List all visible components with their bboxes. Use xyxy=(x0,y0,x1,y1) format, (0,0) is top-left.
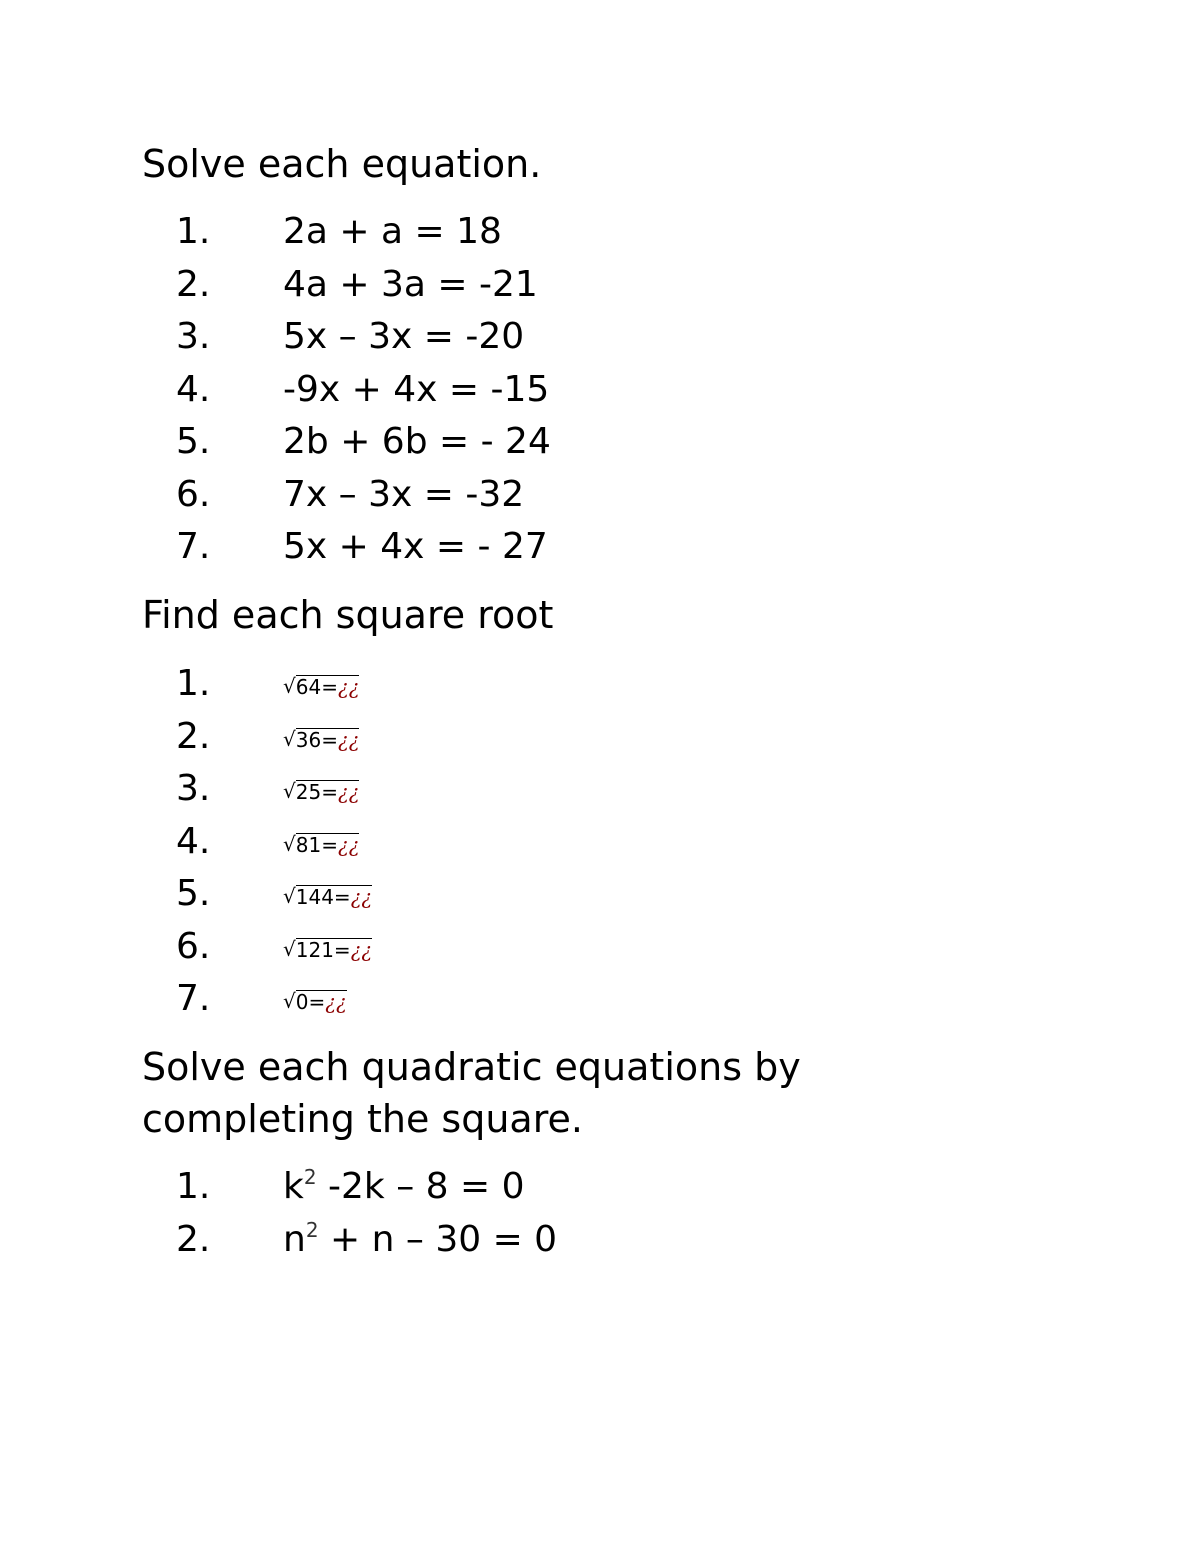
item-number: 2. xyxy=(176,263,211,305)
list-item xyxy=(0,259,1200,312)
placeholder-glyphs: ¿¿ xyxy=(337,727,360,752)
item-number: 2. xyxy=(176,1218,211,1260)
equation-rest: + n – 30 = 0 xyxy=(318,1218,558,1260)
placeholder-glyphs: ¿¿ xyxy=(325,990,347,1014)
radical-sign: √ xyxy=(283,989,296,1013)
radicand xyxy=(296,938,372,961)
item-number: 3. xyxy=(176,768,211,809)
equation-text xyxy=(283,1161,525,1214)
variable: k xyxy=(283,1166,304,1207)
square-root-list xyxy=(0,658,1200,1026)
radicand-value: 144= xyxy=(295,885,351,909)
section-heading-quadratic-line1: Solve each quadratic equations by xyxy=(142,1045,801,1089)
list-item xyxy=(0,816,1200,869)
item-number: 6. xyxy=(176,925,211,967)
item-number: 4. xyxy=(176,368,211,410)
square-root-expression xyxy=(283,832,359,856)
item-number: 7. xyxy=(176,526,211,567)
square-root-expression xyxy=(283,727,359,751)
exponent: 2 xyxy=(305,1217,319,1242)
radicand-value: 25= xyxy=(295,780,338,804)
list-item xyxy=(0,1214,1200,1267)
section-heading-quadratic-line2: completing the square. xyxy=(142,1097,583,1141)
square-root-expression xyxy=(283,989,347,1013)
radicand xyxy=(296,675,360,698)
radicand xyxy=(296,728,360,751)
list-item xyxy=(0,206,1200,259)
item-number: 5. xyxy=(176,421,211,462)
radicand xyxy=(296,833,360,856)
list-item xyxy=(0,1161,1200,1214)
radical-sign: √ xyxy=(283,726,296,751)
variable: n xyxy=(283,1218,306,1260)
linear-equation-list xyxy=(0,206,1200,574)
equation-text: 4a + 3a = -21 xyxy=(283,263,538,305)
radicand-value: 0= xyxy=(295,990,326,1014)
list-item xyxy=(0,469,1200,522)
list-item xyxy=(0,311,1200,364)
radicand-value: 121= xyxy=(295,937,351,962)
item-number: 5. xyxy=(176,873,211,914)
equation-text: 7x – 3x = -32 xyxy=(283,473,525,515)
list-item xyxy=(0,416,1200,469)
placeholder-glyphs: ¿¿ xyxy=(337,675,360,699)
equation-text: 2b + 6b = - 24 xyxy=(283,421,551,462)
section-heading-square-root: Find each square root xyxy=(142,593,554,637)
placeholder-glyphs: ¿¿ xyxy=(350,885,373,909)
radicand-value: 81= xyxy=(295,832,338,857)
square-root-expression xyxy=(283,779,359,803)
square-root-expression xyxy=(283,674,359,698)
radicand-value: 64= xyxy=(295,675,338,699)
radical-sign: √ xyxy=(283,831,296,856)
radicand-value: 36= xyxy=(295,727,338,752)
equation-text xyxy=(283,1214,557,1267)
list-item xyxy=(0,763,1200,816)
radicand xyxy=(296,990,347,1013)
radical-sign: √ xyxy=(283,936,296,961)
list-item xyxy=(0,521,1200,574)
equation-text: -9x + 4x = -15 xyxy=(283,368,550,410)
list-item xyxy=(0,921,1200,974)
list-item xyxy=(0,711,1200,764)
placeholder-glyphs: ¿¿ xyxy=(337,832,360,857)
item-number: 6. xyxy=(176,473,211,515)
quadratic-equation-list xyxy=(0,1161,1200,1266)
equation-rest: -2k – 8 = 0 xyxy=(316,1166,525,1207)
item-number: 1. xyxy=(176,663,211,704)
equation-text: 5x – 3x = -20 xyxy=(283,316,525,357)
radical-sign: √ xyxy=(283,674,296,698)
square-root-expression xyxy=(283,937,372,961)
radical-sign: √ xyxy=(283,884,296,908)
item-number: 1. xyxy=(176,211,211,252)
exponent: 2 xyxy=(303,1165,317,1189)
equation-text: 5x + 4x = - 27 xyxy=(283,526,548,567)
item-number: 4. xyxy=(176,820,211,862)
list-item xyxy=(0,658,1200,711)
item-number: 3. xyxy=(176,316,211,357)
radicand xyxy=(296,780,360,803)
list-item xyxy=(0,973,1200,1026)
item-number: 1. xyxy=(176,1166,211,1207)
item-number: 2. xyxy=(176,715,211,757)
list-item xyxy=(0,364,1200,417)
radical-sign: √ xyxy=(283,779,296,803)
item-number: 7. xyxy=(176,978,211,1019)
section-heading-solve-equation: Solve each equation. xyxy=(142,142,542,186)
square-root-expression xyxy=(283,884,372,908)
list-item xyxy=(0,868,1200,921)
equation-text: 2a + a = 18 xyxy=(283,211,502,252)
radicand xyxy=(296,885,372,908)
placeholder-glyphs: ¿¿ xyxy=(337,780,360,804)
placeholder-glyphs: ¿¿ xyxy=(350,937,373,962)
